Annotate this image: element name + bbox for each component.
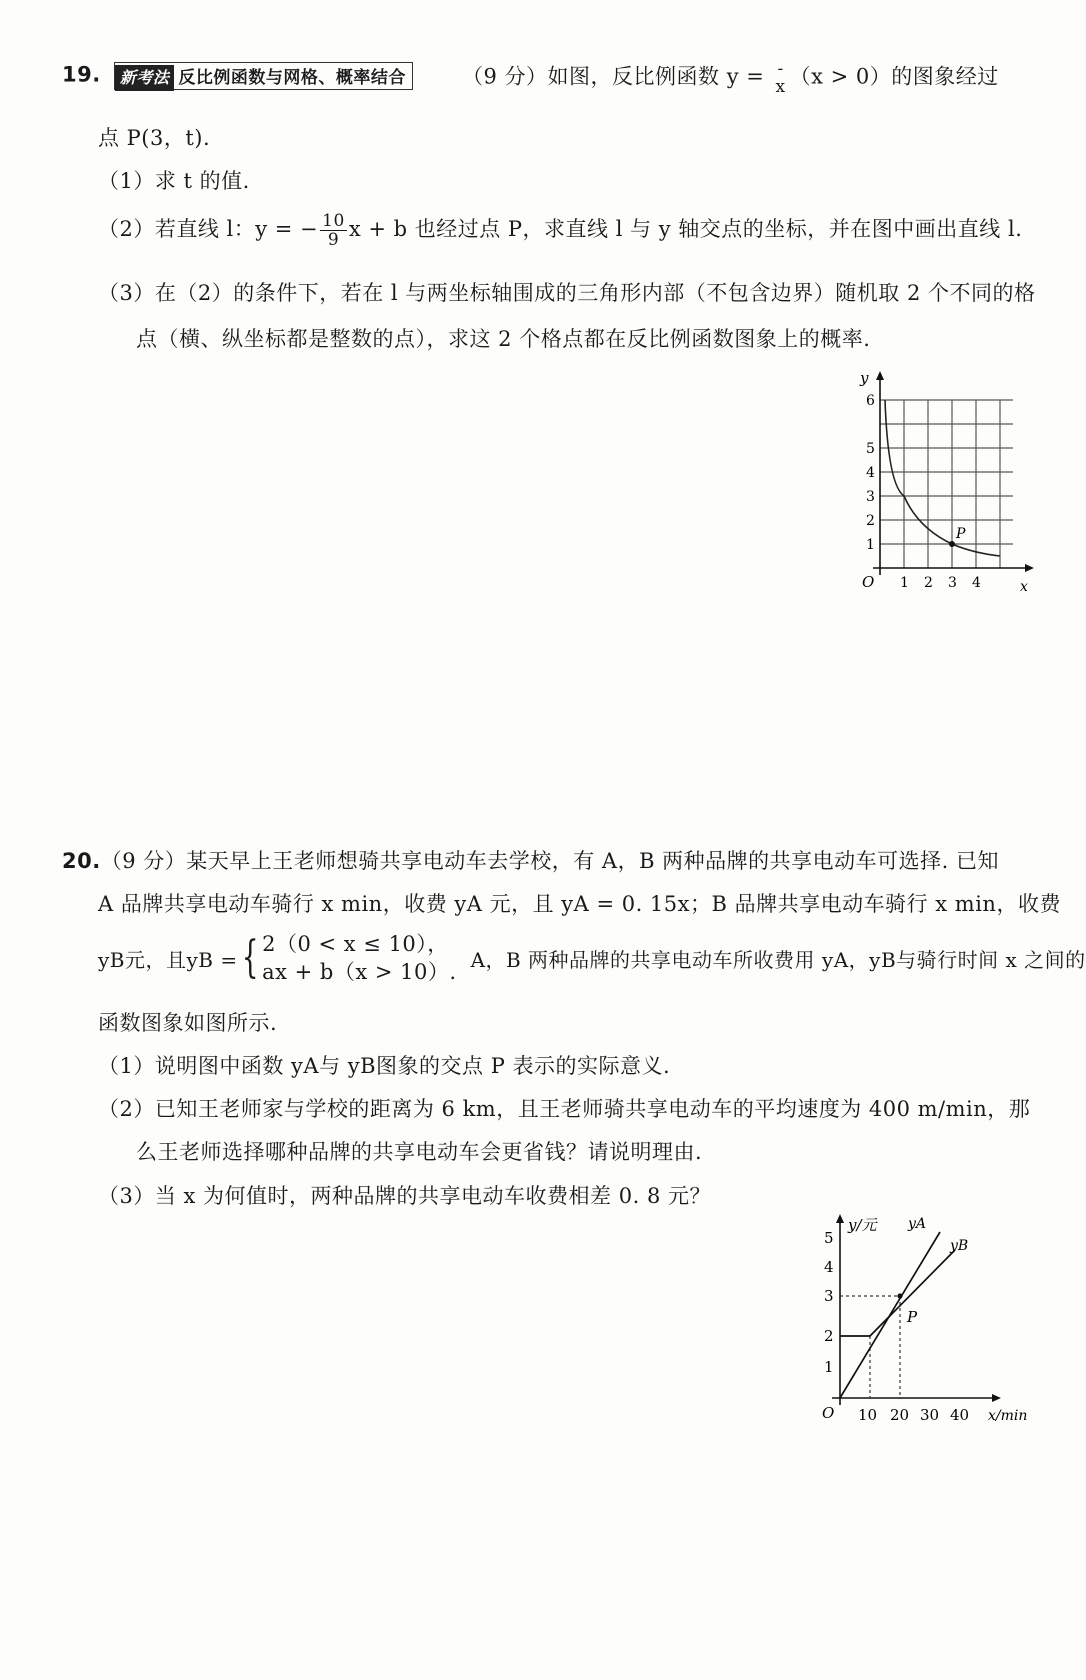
q19-point-label: P	[956, 526, 966, 542]
q20-y-tick-2: 2	[824, 1327, 834, 1345]
q20-case1: 2（0 < x ≤ 10），	[262, 932, 449, 956]
q20-line-ya	[840, 1232, 940, 1398]
q19-part3-line2: 点（横、纵坐标都是整数的点），求这 2 个格点都在反比例函数图象上的概率.	[136, 327, 871, 351]
q20-y-tick-1: 1	[824, 1358, 834, 1376]
q19-intro-frac-num: -	[777, 59, 784, 79]
q19-x-arrow	[1025, 564, 1034, 572]
q20-line2: A 品牌共享电动车骑行 x min，收费 yA 元，且 yA = 0. 15x；B 品牌共享电动车骑行 x min，收费	[98, 892, 1061, 916]
q20-part1: （1）说明图中函数 yA与 yB图象的交点 P 表示的实际意义.	[98, 1054, 671, 1078]
q19-y-tick-4: 4	[866, 465, 875, 481]
q20-point-label: P	[907, 1308, 918, 1326]
q19-part2-b: x + b 也经过点 P，求直线 l 与 y 轴交点的坐标，并在图中画出直线 l.	[348, 217, 1023, 241]
q19-tag-badge: 新考法	[115, 65, 175, 91]
q19-y-tick-6: 6	[866, 393, 875, 409]
q20-brace: {	[241, 932, 259, 983]
q20-x-tick-20: 20	[890, 1406, 910, 1424]
q19-part2-frac-num: 10	[322, 211, 345, 231]
q19-intro-b: （x > 0）的图象经过	[789, 64, 999, 89]
q20-line3	[98, 930, 1086, 986]
q19-part2	[98, 212, 1022, 249]
q19-intro-fraction	[774, 60, 788, 96]
q19-intro-c: 点 P(3，t).	[98, 126, 211, 150]
q19-y-label: y	[860, 369, 869, 387]
q19-x-label: x	[1020, 579, 1028, 595]
q20-x-tick-30: 30	[920, 1406, 940, 1424]
q19-x-tick-1: 1	[900, 575, 909, 591]
q19-x-tick-3: 3	[948, 575, 957, 591]
q19-y-ticks	[866, 393, 875, 553]
q20-line1	[62, 845, 999, 875]
q20-part3: （3）当 x 为何值时，两种品牌的共享电动车收费相差 0. 8 元？	[98, 1184, 711, 1208]
q20-y-tick-5: 5	[824, 1229, 834, 1247]
q20-y-arrow	[836, 1214, 844, 1223]
q20-origin-label: O	[822, 1404, 835, 1422]
q20-y-label: y/元	[848, 1216, 877, 1234]
q20-point-p	[897, 1293, 902, 1298]
q20-case2: ax + b（x > 10）.	[262, 960, 457, 984]
q20-y-ticks	[824, 1229, 834, 1376]
q20-x-tick-40: 40	[950, 1406, 970, 1424]
q19-part3-line1: （3）在（2）的条件下，若在 l 与两坐标轴围成的三角形内部（不包含边界）随机取 2 个不同的格	[98, 281, 1036, 305]
q19-number: 19.	[62, 62, 101, 87]
q19-origin-label: O	[862, 573, 875, 591]
q20-y-tick-4: 4	[824, 1258, 834, 1276]
q19-y-tick-3: 3	[866, 489, 875, 505]
q20-figure	[810, 1210, 1040, 1424]
q19-y-tick-5: 5	[866, 441, 875, 457]
q19-part1: （1）求 t 的值.	[98, 169, 250, 193]
q19-y-tick-1: 1	[866, 537, 875, 553]
q20-number: 20.	[62, 849, 101, 873]
q19-intro-frac-den: x	[775, 77, 786, 97]
q20-x-tick-10: 10	[858, 1406, 878, 1424]
q20-line3-a: yB元，且yB =	[98, 947, 238, 972]
q19-x-tick-2: 2	[924, 575, 933, 591]
q19-intro	[462, 60, 999, 96]
q20-part2-line2: 么王老师选择哪种品牌的共享电动车会更省钱？请说明理由.	[136, 1140, 703, 1164]
q19-intro-a: （9 分）如图，反比例函数 y =	[462, 64, 772, 89]
q20-line-yb	[840, 1250, 955, 1336]
q20-x-ticks	[858, 1406, 969, 1424]
q20-line1-text: （9 分）某天早上王老师想骑共享电动车去学校，有 A，B 两种品牌的共享电动车可选择. 已知	[100, 849, 1000, 873]
q20-x-label: x/min	[988, 1408, 1028, 1424]
q19-part2-fraction	[320, 212, 347, 249]
q19-tag-text: 反比例函数与网格、概率结合	[178, 68, 406, 88]
q19-x-tick-4: 4	[972, 575, 981, 591]
q20-line4: 函数图象如图所示.	[98, 1011, 278, 1035]
q19-curve	[885, 400, 1000, 556]
q19-tag	[114, 62, 413, 90]
q19-y-arrow	[876, 371, 884, 380]
q19-point-p	[949, 541, 955, 547]
q19-header-line	[62, 62, 413, 90]
q20-part2-line1: （2）已知王老师家与学校的距离为 6 km，且王老师骑共享电动车的平均速度为 400 m/min，那	[98, 1097, 1031, 1121]
q20-cases	[262, 930, 456, 986]
q20-y-tick-3: 3	[824, 1287, 834, 1305]
q19-figure	[858, 365, 1038, 595]
q19-x-ticks	[900, 575, 981, 591]
q20-series-a-label: yA	[908, 1216, 927, 1232]
q20-series-b-label: yB	[950, 1238, 969, 1254]
q20-x-arrow	[992, 1394, 1001, 1402]
q19-grid	[880, 400, 1013, 568]
q19-part2-a: （2）若直线 l：y = −	[98, 217, 319, 241]
q19-y-tick-2: 2	[866, 513, 875, 529]
q20-line3-b: A，B 两种品牌的共享电动车所收费用 yA，yB与骑行时间 x 之间的	[470, 947, 1086, 972]
q19-part2-frac-den: 9	[327, 230, 340, 250]
